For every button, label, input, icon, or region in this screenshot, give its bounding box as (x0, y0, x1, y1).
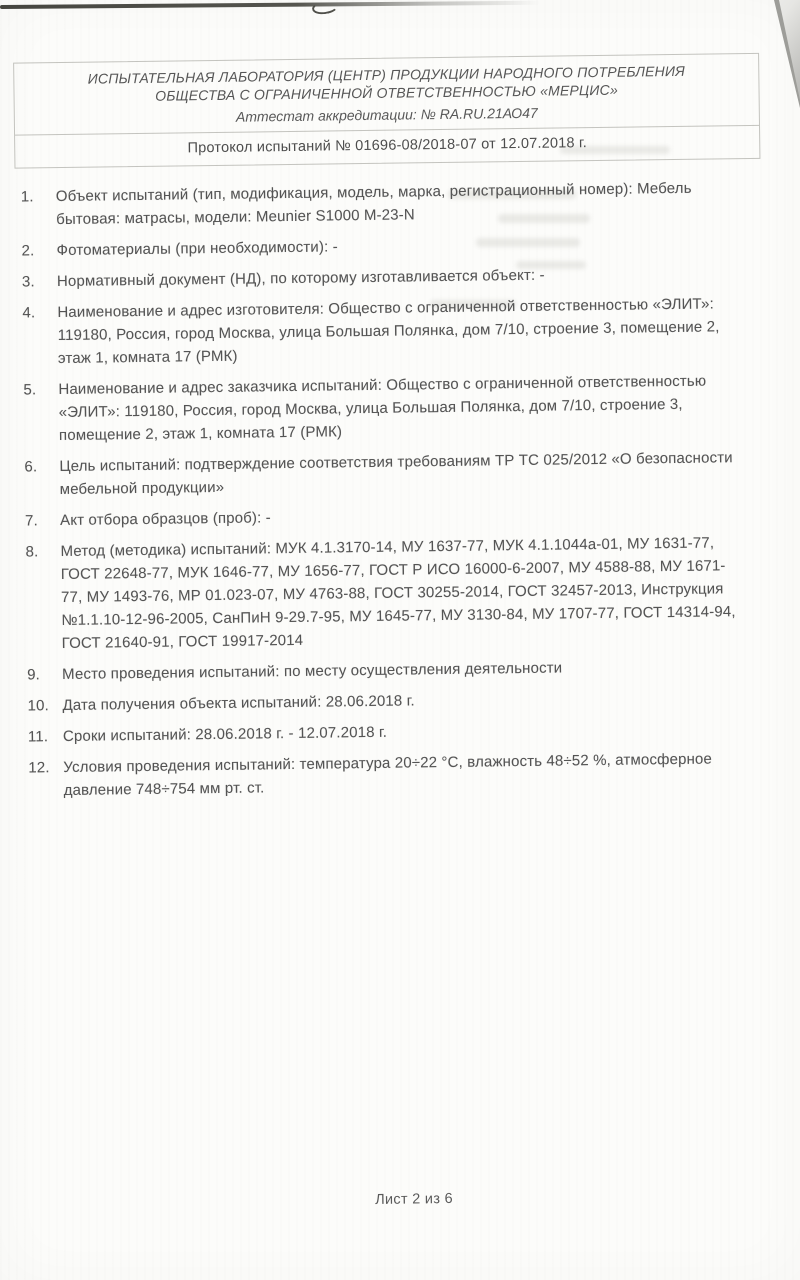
item-number: 2. (21, 242, 35, 260)
list-item (25, 531, 744, 655)
item-text: Условия проведения испытаний: температура 20÷22 °С, влажность 48÷52 %, атмосферное давление 748÷754 мм рт. ст. (63, 750, 713, 800)
list-item (27, 685, 745, 717)
item-text: Сроки испытаний: 28.06.2018 г. - 12.07.2018 г. (62, 723, 388, 746)
item-number: 9. (27, 666, 41, 684)
item-text: Фотоматериалы (при необходимости): - (56, 238, 338, 260)
item-number: 10. (27, 697, 49, 715)
list-item (27, 654, 745, 686)
list-item (22, 292, 741, 370)
item-number: 4. (22, 304, 36, 322)
item-text: Наименование и адрес заказчика испытаний: Общество с ограниченной ответственностью «ЭЛИТ»: 119180, Россия, город Москва, улица Большая Полянка, дом 7/10, строение 3, помещение 2, этаж 1, комната 17 (РМК) (58, 372, 707, 445)
item-number: 6. (24, 458, 38, 476)
protocol-items-list (1, 175, 800, 802)
item-text: Нормативный документ (НД), по которому изготавливается объект: - (56, 266, 545, 291)
list-item (22, 261, 740, 293)
accreditation-line: Аттестат аккредитации: № RA.RU.21АО47 (235, 104, 538, 125)
protocol-number-line: Протокол испытаний № 01696-08/2018-07 от 12.07.2018 г. (15, 125, 759, 168)
item-number: 1. (20, 188, 34, 206)
item-text: Наименование и адрес изготовителя: Общество с ограниченной ответственностью «ЭЛИТ»: 119180, Россия, город Москва, улица Большая Полянка, дом 7/10, строение 3, помещение 2, этаж 1, комната 17 (РМК) (57, 295, 720, 368)
list-item (21, 176, 740, 231)
item-text: Дата получения объекта испытаний: 28.06.2018 г. (62, 692, 415, 715)
list-item (24, 446, 743, 501)
item-text: Акт отбора образцов (проб): - (60, 509, 271, 530)
header-box (13, 53, 760, 169)
lab-title-line1: ИСПЫТАТЕЛЬНАЯ ЛАБОРАТОРИЯ (ЦЕНТР) ПРОДУКЦИИ НАРОДНОГО ПОТРЕБЛЕНИЯ (87, 62, 685, 87)
lab-title-line2: ОБЩЕСТВА С ОГРАНИЧЕННОЙ ОТВЕТСТВЕННОСТЬЮ «МЕРЦИС» (155, 81, 618, 104)
item-number: 12. (28, 759, 50, 777)
list-item (21, 230, 739, 262)
list-item (23, 369, 742, 447)
list-item (28, 747, 747, 802)
item-text: Место проведения испытаний: по месту осуществления деятельности (62, 659, 563, 684)
item-number: 11. (27, 728, 49, 746)
item-text: Метод (методика) испытаний: МУК 4.1.3170-14, МУ 1637-77, МУК 4.1.1044а-01, МУ 1631-77, ГОСТ 22648-77, МУК 1646-77, МУ 1656-77, ГОСТ Р ИСО 16000-6-2007, МУ 4588-88, МУ 1671-77, МУ 1493-76, МР 01.023-07, МУ 4763-88, ГОСТ 30255-2014, ГОСТ 32457-2013, Инструкция №1.1.10-12-96-2005, СанПиН 9-29.7-95, МУ 1645-77, МУ 3130-84, МУ 1707-77, ГОСТ 14314-94, ГОСТ 21640-91, ГОСТ 19917-2014 (60, 534, 736, 653)
item-text: Цель испытаний: подтверждение соответствия требованиям ТР ТС 025/2012 «О безопасности мебельной продукции» (59, 449, 733, 499)
item-number: 7. (25, 512, 39, 530)
page-number-label: Лист 2 из 6 (375, 1190, 454, 1208)
list-item (25, 500, 743, 532)
item-text: Объект испытаний (тип, модификация, модель, марка, регистрационный номер): Мебель бытовая: матрасы, модели: Meunier S1000 M-23-N (55, 179, 692, 229)
item-number: 5. (23, 381, 37, 399)
item-number: 3. (21, 273, 35, 291)
list-item (28, 716, 746, 748)
item-number: 8. (25, 543, 39, 561)
